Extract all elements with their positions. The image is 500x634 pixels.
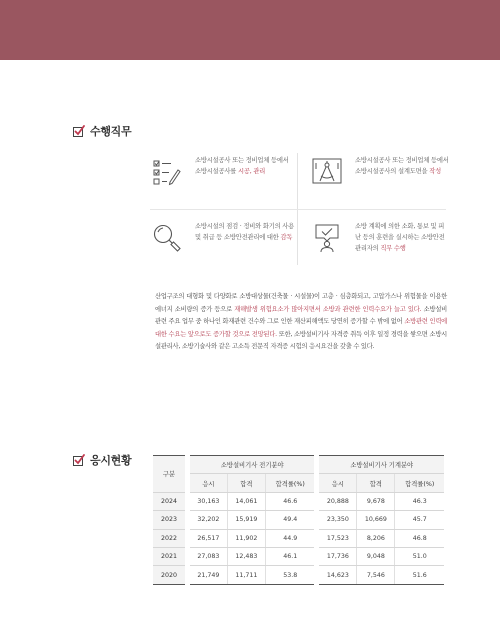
- column-header: 합격률(%): [265, 474, 314, 492]
- table-cell: 23,350: [319, 511, 356, 529]
- table-row: [153, 566, 444, 584]
- table-cell: 12,483: [227, 547, 265, 565]
- table-header-row: [153, 456, 444, 474]
- header-band: [0, 0, 500, 60]
- section-heading-exam: [73, 452, 131, 468]
- table-row: [153, 547, 444, 565]
- table-subheader-row: [153, 474, 444, 492]
- section-heading-duties: [73, 123, 131, 139]
- duty-card: [310, 143, 458, 209]
- section-title: 수행직무: [90, 125, 132, 138]
- description-paragraph: 산업구조의 대형화 및 다양화로 소방대상물(건축물 · 시설물)이 고층 · 심층화되고, 고압가스나 위험물을 이용한 에너지 소비량의 증가 등으로 재해발생 위험요소가 많아지면서 소방과 관련한 인력수요가 늘고 있다. 소방설비 관련 주요 업무 중 하나인 화재관련 건수와 그로 인한 재산피해액도 당연히 증가할 수 밖에 없어 소방관련 인력에 대한 수요는 앞으로도 증가할 것으로 전망된다. 또한, 소방설비기사 자격증 취득 이후 일정 경력을 쌓으면 소방시설관리사, 소방기술사와 같은 고소득 전문직 자격증 시험의 응시요건을 갖출 수 있다.: [155, 293, 447, 351]
- table-row: [153, 492, 444, 510]
- table-cell: 9,678: [357, 492, 395, 510]
- table-cell: 14,061: [227, 492, 265, 510]
- table-cell: 17,523: [319, 529, 356, 547]
- duties-grid: [150, 143, 449, 275]
- duty-text: 소방시설의 점검 · 정비와 화기의 사용 및 취급 등 소방안전관리에 대한 감독: [195, 223, 295, 241]
- table-cell: 46.3: [395, 492, 444, 510]
- compass-drafting-icon: [312, 157, 342, 187]
- column-header: 응시: [319, 474, 356, 492]
- table-cell: 32,202: [190, 511, 227, 529]
- checklist-pen-icon: [152, 157, 182, 187]
- magnifier-icon: [152, 223, 182, 253]
- table-cell: 27,083: [190, 547, 227, 565]
- table-cell: 51.0: [395, 547, 444, 565]
- duty-card: [150, 209, 298, 275]
- column-header: 합격: [227, 474, 265, 492]
- table-cell: 10,669: [357, 511, 395, 529]
- column-header: 합격률(%): [395, 474, 444, 492]
- table-cell: 44.9: [265, 529, 314, 547]
- group-header-mechanical: 소방설비기사 기계분야: [319, 456, 444, 474]
- year-cell: 2021: [153, 547, 185, 565]
- exam-stats-table: [153, 455, 444, 585]
- year-cell: 2024: [153, 492, 185, 510]
- table-cell: 15,919: [227, 511, 265, 529]
- duty-text: 소방 계획에 의한 소화, 통보 및 피난 등의 훈련을 실시하는 소방안전관리자의 직무 수행: [355, 223, 445, 252]
- table-cell: 17,736: [319, 547, 356, 565]
- duty-text: 소방시설공사 또는 정비업체 등에서 소방시설공사를 시공, 관리: [195, 157, 289, 175]
- table-cell: 7,546: [357, 566, 395, 584]
- column-header: 합격: [357, 474, 395, 492]
- year-header: 구분: [153, 456, 185, 493]
- table-cell: 53.8: [265, 566, 314, 584]
- duty-card: [310, 209, 458, 275]
- table-cell: 30,163: [190, 492, 227, 510]
- table-row: [153, 511, 444, 529]
- person-check-icon: [312, 223, 342, 253]
- year-cell: 2020: [153, 566, 185, 584]
- year-cell: 2023: [153, 511, 185, 529]
- table-cell: 20,888: [319, 492, 356, 510]
- table-cell: 26,517: [190, 529, 227, 547]
- year-cell: 2022: [153, 529, 185, 547]
- table-cell: 46.8: [395, 529, 444, 547]
- table-cell: 9,048: [357, 547, 395, 565]
- table-cell: 11,902: [227, 529, 265, 547]
- table-cell: 45.7: [395, 511, 444, 529]
- checkbox-check-icon: [73, 125, 85, 137]
- table-cell: 21,749: [190, 566, 227, 584]
- column-header: 응시: [190, 474, 227, 492]
- table-row: [153, 529, 444, 547]
- table-cell: 49.4: [265, 511, 314, 529]
- table-cell: 51.6: [395, 566, 444, 584]
- checkbox-check-icon: [73, 454, 85, 466]
- table-cell: 46.6: [265, 492, 314, 510]
- table-cell: 14,623: [319, 566, 356, 584]
- section-title: 응시현황: [90, 454, 132, 467]
- group-header-electric: 소방설비기사 전기분야: [190, 456, 314, 474]
- duty-text: 소방시설공사 또는 정비업체 등에서 소방시설공사의 설계도면을 작성: [355, 157, 449, 175]
- table-cell: 8,206: [357, 529, 395, 547]
- table-cell: 11,711: [227, 566, 265, 584]
- table-cell: 46.1: [265, 547, 314, 565]
- duty-card: [150, 143, 298, 209]
